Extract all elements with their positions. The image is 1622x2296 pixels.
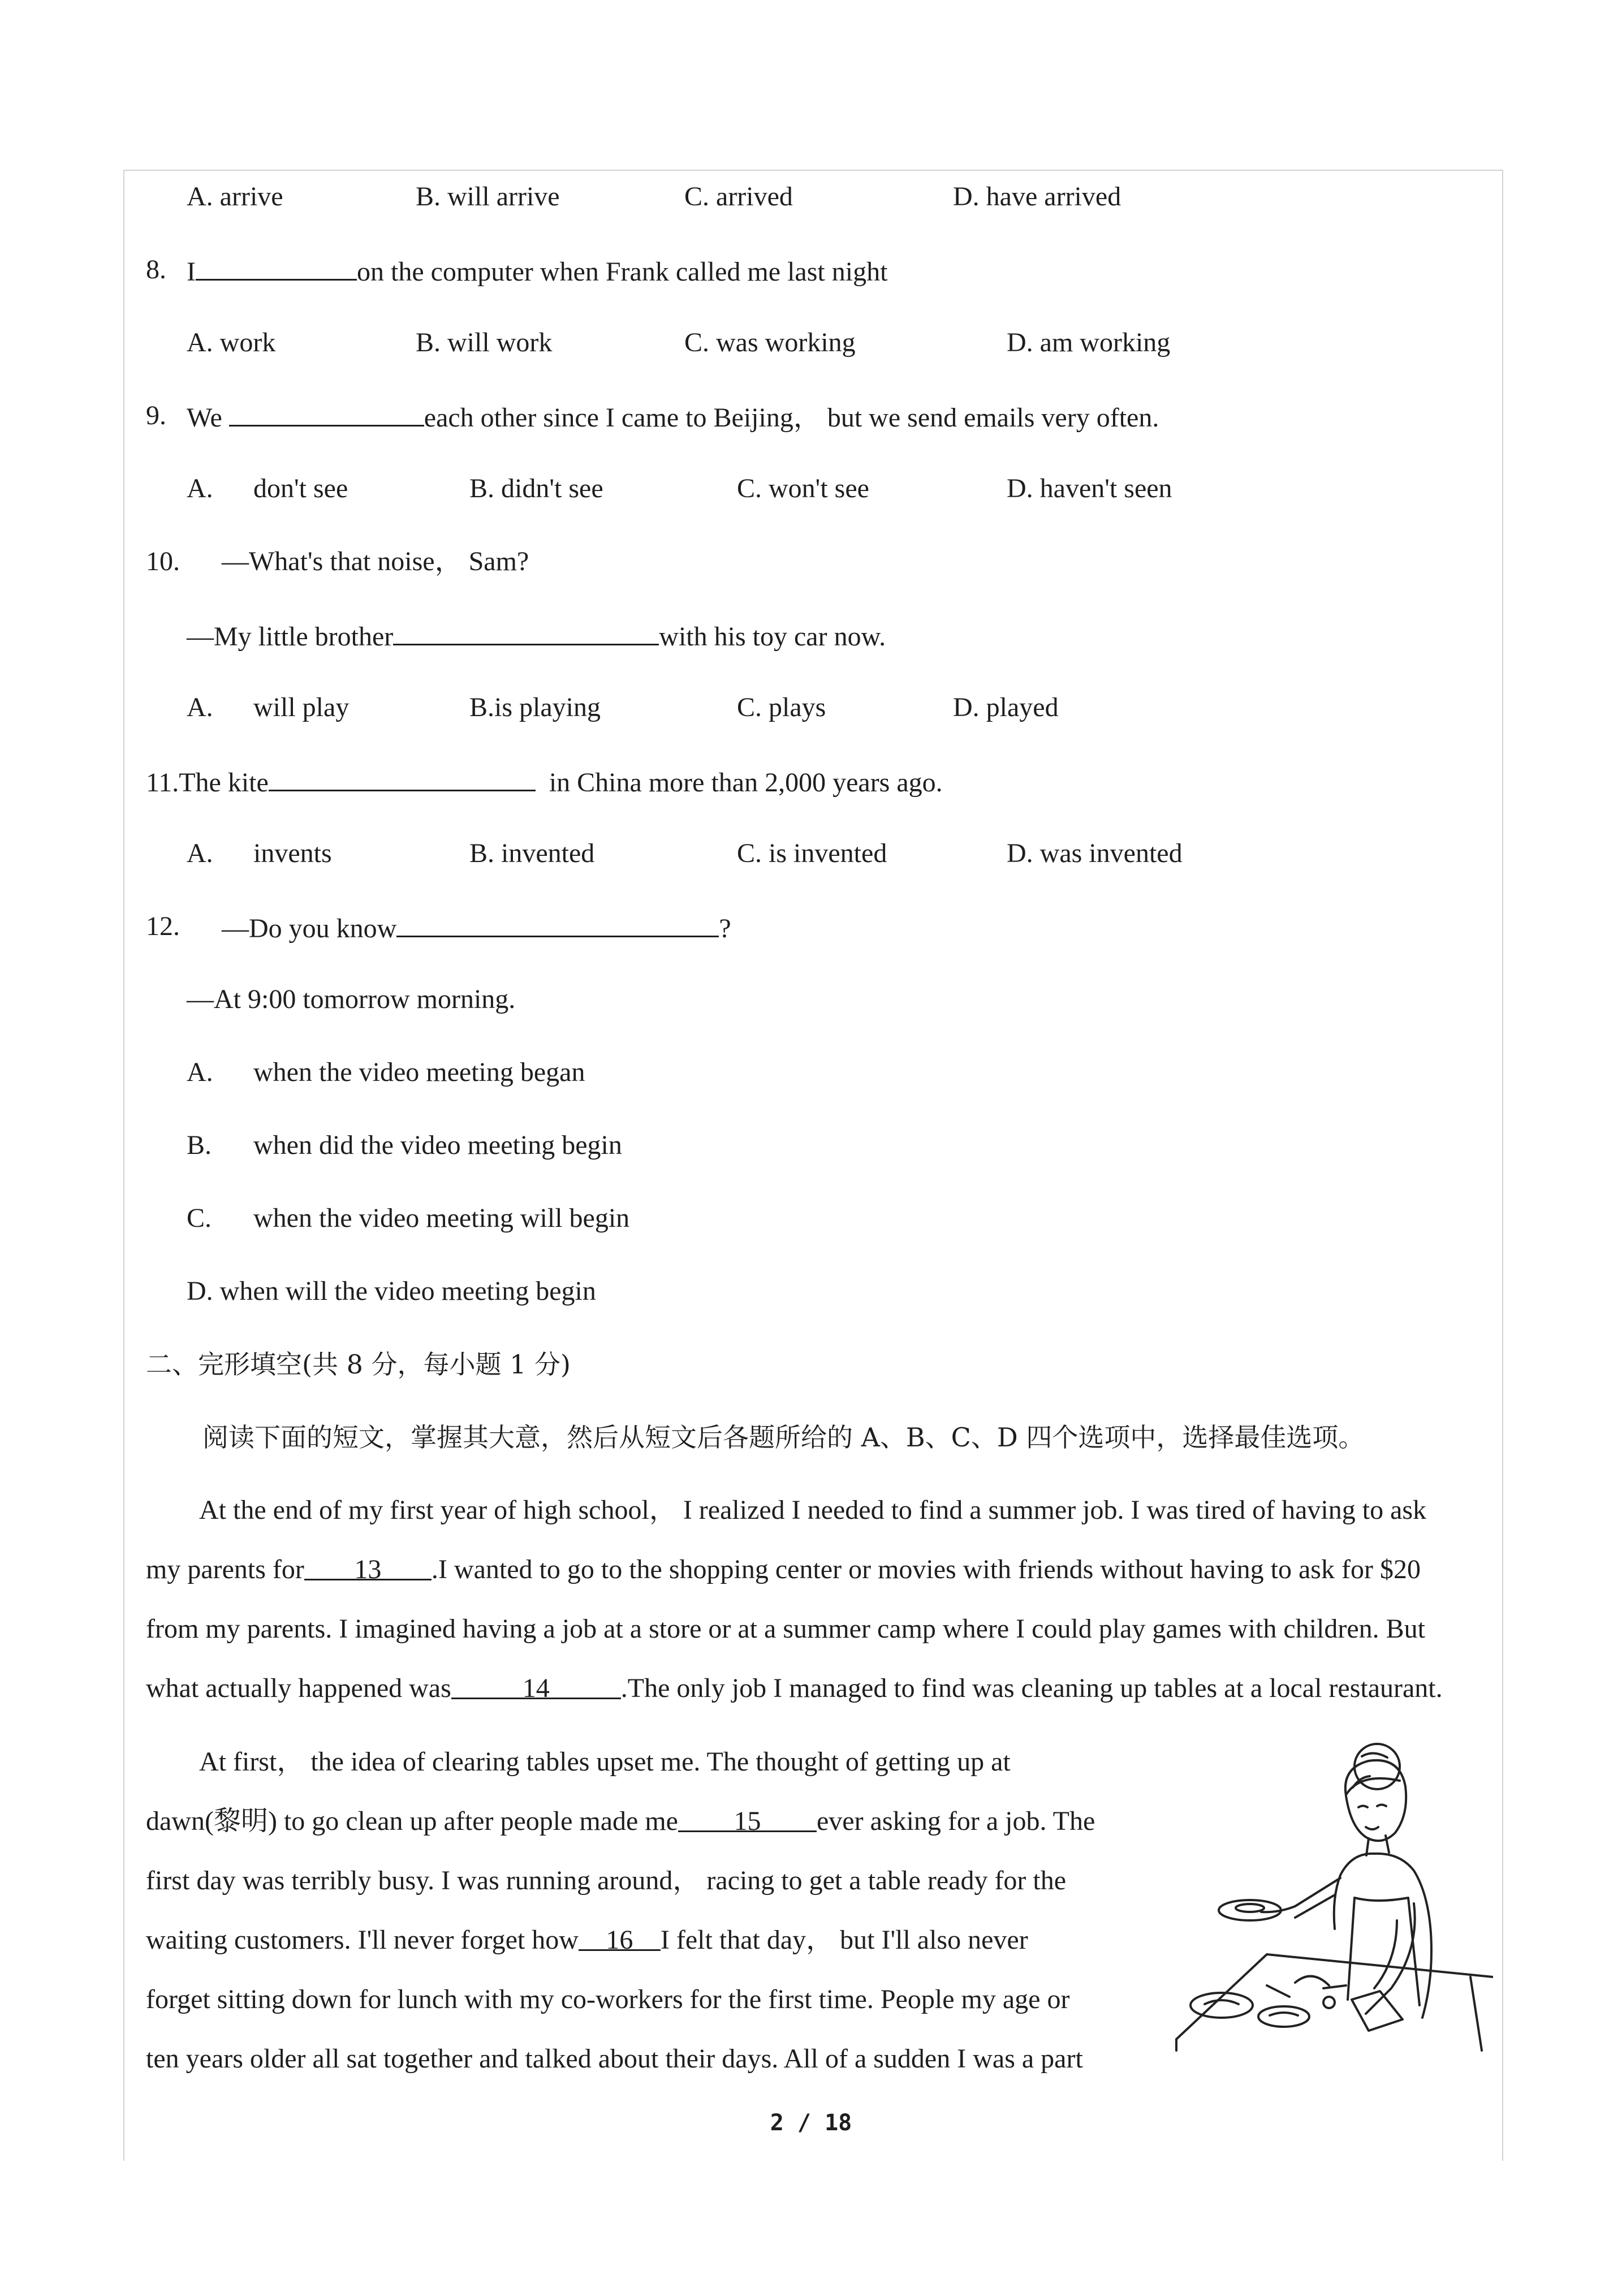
q10-stem: [187, 618, 886, 654]
blank-15-number: 15: [734, 1806, 761, 1836]
q9-option-a[interactable]: don't see: [253, 473, 348, 503]
q9-option-d[interactable]: D. haven't seen: [1007, 473, 1172, 503]
section2-heading: 二、完形填空(共 8 分，每小题 1 分): [146, 1349, 571, 1380]
q11-option-b[interactable]: B. invented: [469, 838, 595, 868]
p1-line2-pre: my parents for: [146, 1554, 304, 1584]
q11-option-a-letter: A.: [187, 838, 213, 868]
q12-option-d[interactable]: D. when will the video meeting begin: [187, 1276, 596, 1306]
page-number: 2 / 18: [770, 2110, 852, 2136]
q10-blank[interactable]: [393, 618, 659, 645]
p1-line4-post: .The only job I managed to find was cleaning up tables at a local restaurant.: [620, 1673, 1443, 1703]
q12-post: ?: [719, 914, 731, 944]
p2-line1: At first， the idea of clearing tables upset me. The thought of getting up at: [199, 1747, 1011, 1777]
q10-number: 10.: [146, 546, 180, 576]
q12-number: 12.: [146, 911, 180, 941]
q8-stem: [187, 253, 887, 289]
q12-blank[interactable]: [396, 910, 719, 937]
section2-instruction: 阅读下面的短文，掌握其大意，然后从短文后各题所给的 A、B、C、D 四个选项中，选择最佳选项。: [202, 1422, 1365, 1453]
q10-line1: —What's that noise， Sam?: [222, 546, 529, 576]
q10-option-a[interactable]: will play: [253, 692, 350, 722]
q8-option-b[interactable]: B. will work: [416, 328, 553, 357]
p2-line4: [146, 1923, 1028, 1957]
p1-line4: [146, 1672, 1443, 1705]
q7-option-c[interactable]: C. arrived: [684, 182, 793, 212]
p2-line4-post: I felt that day， but I'll also never: [660, 1925, 1028, 1955]
p1-line2: [146, 1553, 1421, 1587]
q10-pre: —My little brother: [187, 622, 394, 652]
q11-pre: 11.The kite: [146, 768, 269, 798]
q8-option-d[interactable]: D. am working: [1007, 328, 1171, 357]
q12-option-b[interactable]: when did the video meeting begin: [253, 1130, 622, 1160]
q12-option-c[interactable]: when the video meeting will begin: [253, 1203, 630, 1233]
q10-option-b[interactable]: B.is playing: [469, 692, 601, 722]
blank-16[interactable]: [579, 1923, 661, 1955]
q12-pre: —Do you know: [222, 914, 397, 944]
q12-stem: [222, 910, 731, 946]
q10-option-a-letter: A.: [187, 692, 213, 722]
q9-stem: [187, 399, 1159, 435]
q8-blank[interactable]: [196, 253, 357, 281]
q11-option-d[interactable]: D. was invented: [1007, 838, 1183, 868]
p2-line6: ten years older all sat together and talked about their days. All of a sudden I was a part: [146, 2044, 1083, 2074]
blank-13[interactable]: [304, 1553, 432, 1584]
q8-option-c[interactable]: C. was working: [684, 328, 856, 357]
p2-line3: first day was terribly busy. I was running around， racing to get a table ready for the: [146, 1866, 1067, 1896]
blank-15[interactable]: [678, 1804, 817, 1836]
q10-post: with his toy car now.: [659, 622, 886, 652]
q10-option-c[interactable]: C. plays: [737, 692, 826, 722]
q9-option-a-letter: A.: [187, 473, 213, 503]
q8-option-a[interactable]: A. work: [187, 328, 276, 357]
q9-pre: We: [187, 403, 222, 433]
q12-answer-line: —At 9:00 tomorrow morning.: [187, 984, 516, 1014]
q9-post: each other since I came to Beijing， but we send emails very often.: [424, 403, 1159, 433]
q7-option-b[interactable]: B. will arrive: [416, 182, 560, 212]
q9-number: 9.: [146, 400, 166, 430]
p2-line5: forget sitting down for lunch with my co-workers for the first time. People my age or: [146, 1984, 1070, 2014]
p2-line2-pre: dawn(黎明) to go clean up after people made me: [146, 1806, 678, 1836]
p2-line2: [146, 1804, 1095, 1838]
p1-line3: from my parents. I imagined having a job at a store or at a summer camp where I could play games with children. But: [146, 1614, 1425, 1644]
q11-option-c[interactable]: C. is invented: [737, 838, 887, 868]
p2-line2-post: ever asking for a job. The: [816, 1806, 1095, 1836]
q9-blank[interactable]: [229, 399, 424, 427]
q7-option-d[interactable]: D. have arrived: [953, 182, 1121, 212]
q8-number: 8.: [146, 255, 166, 285]
p1-line4-pre: what actually happened was: [146, 1673, 451, 1703]
blank-16-number: 16: [606, 1925, 633, 1955]
q11-post: in China more than 2,000 years ago.: [549, 768, 943, 798]
q11-option-a[interactable]: invents: [253, 838, 332, 868]
p1-line1: At the end of my first year of high school， I realized I needed to find a summer job. I was tired of having to ask: [199, 1495, 1427, 1525]
q10-option-d[interactable]: D. played: [953, 692, 1059, 722]
q12-option-a[interactable]: when the video meeting began: [253, 1057, 585, 1087]
q9-option-c[interactable]: C. won't see: [737, 473, 869, 503]
q11-stem: [146, 764, 943, 800]
q8-post: on the computer when Frank called me last night: [356, 257, 888, 287]
blank-14-number: 14: [522, 1673, 550, 1703]
p1-line2-post: .I wanted to go to the shopping center or movies with friends without having to ask for $20: [431, 1554, 1421, 1584]
q12-option-b-letter: B.: [187, 1130, 212, 1160]
q7-option-a[interactable]: A. arrive: [187, 182, 283, 212]
q12-option-c-letter: C.: [187, 1203, 212, 1233]
blank-13-number: 13: [354, 1554, 382, 1584]
q11-blank[interactable]: [269, 764, 536, 791]
q9-option-b[interactable]: B. didn't see: [469, 473, 603, 503]
q12-option-a-letter: A.: [187, 1057, 213, 1087]
p2-line4-pre: waiting customers. I'll never forget how: [146, 1925, 579, 1955]
waitress-illustration: [1154, 1734, 1493, 2067]
blank-14[interactable]: [451, 1672, 621, 1703]
q8-pre: I: [187, 257, 196, 287]
